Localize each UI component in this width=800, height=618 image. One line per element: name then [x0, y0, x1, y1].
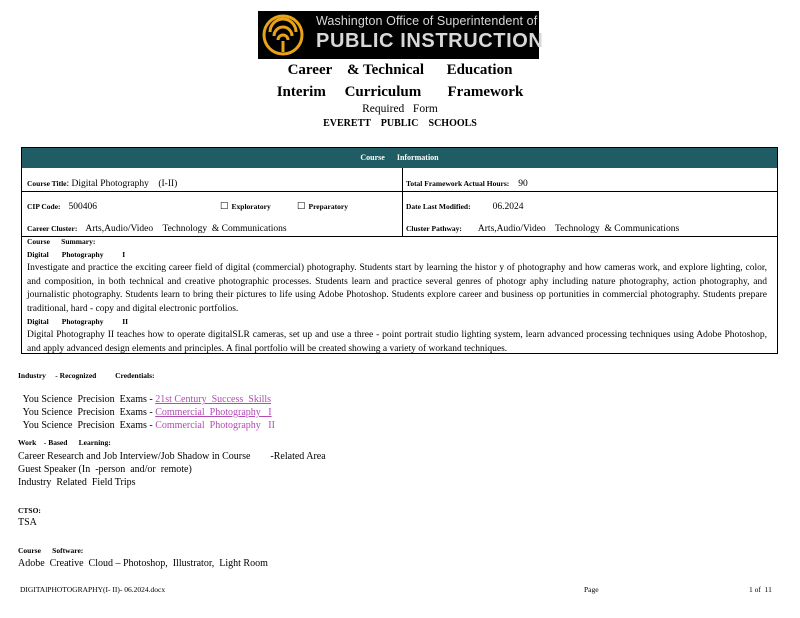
- logo-text-bottom: PUBLIC INSTRUCTION: [316, 30, 544, 52]
- credential-prefix: You Science Precision Exams -: [22, 394, 156, 405]
- date-value: 06.2024: [492, 202, 524, 212]
- cluster-pathway-value: Arts,Audio/Video Technology & Communications: [477, 224, 680, 234]
- course-title-value: : Digital Photography (I-II): [66, 179, 178, 189]
- date-label: Date Last Modified:: [406, 202, 471, 211]
- software-value: Adobe Creative Cloud – Photoshop, Illustrator, Light Room: [18, 558, 268, 569]
- course-title-row: [27, 173, 177, 191]
- title-line-2: Interim Curriculum Framework: [276, 84, 524, 100]
- cip-row: [27, 196, 97, 214]
- preparatory-option[interactable]: [297, 196, 348, 214]
- work-based-line-2: Guest Speaker (In -person and/or remote): [18, 464, 192, 475]
- summary-label: Course Summary:: [27, 237, 96, 246]
- work-based-line-1: Career Research and Job Interview/Job Shadow in Course -Related Area: [18, 451, 326, 462]
- exploratory-option[interactable]: [220, 196, 271, 214]
- preparatory-label: Preparatory: [308, 202, 348, 211]
- cip-value: 500406: [68, 202, 98, 212]
- career-cluster-label: Career Cluster:: [27, 224, 78, 233]
- ospi-emblem-icon: [262, 14, 304, 56]
- cluster-pathway-label: Cluster Pathway:: [406, 224, 462, 233]
- ospi-logo: [258, 11, 544, 59]
- work-based-line-3: Industry Related Field Trips: [18, 477, 136, 488]
- exploratory-checkbox-icon[interactable]: ☐: [220, 202, 229, 212]
- credentials-heading: Industry - Recognized Credentials:: [18, 371, 155, 380]
- career-cluster-value: Arts,Audio/Video Technology & Communications: [85, 224, 287, 234]
- credential-prefix: You Science Precision Exams -: [22, 407, 156, 418]
- career-cluster-row: [27, 218, 287, 236]
- district-name: EVERETT PUBLIC SCHOOLS: [323, 118, 477, 129]
- cluster-pathway-row: [406, 218, 679, 236]
- total-hours-value: 90: [518, 179, 528, 189]
- credential-link-21st-century[interactable]: 21st Century Success Skills: [155, 394, 272, 405]
- preparatory-checkbox-icon[interactable]: ☐: [297, 202, 306, 212]
- footer-page-label: Page: [584, 585, 599, 594]
- ctso-heading: CTSO:: [18, 506, 41, 515]
- credential-prefix: You Science Precision Exams -: [22, 420, 156, 431]
- title-line-1: Career & Technical Education: [287, 62, 513, 78]
- ctso-value: TSA: [18, 517, 37, 528]
- dp1-label: Digital Photography I: [27, 250, 126, 259]
- date-row: [406, 196, 523, 214]
- software-heading: Course Software:: [18, 546, 84, 555]
- exploratory-label: Exploratory: [231, 202, 271, 211]
- dp1-description: Investigate and practice the exciting career field of digital (commercial) photography. Students start by learning the histor y of photography and how cameras work, and explore lighting, color, and composition, in both technical and creative photographic processes. Students learn and practice several genres of photogr aphy including nature photography, action photography, and journalistic photography. Students learn to bring their pictures to life using Adobe Photoshop. Students explore career and business op portunities in commercial photography. Students prepare traditional, hard - copy and digital electronic portfolios.: [27, 263, 767, 314]
- footer-filename: DIGITAlPHOTOGRAPHY(I- II)- 06.2024.docx: [20, 585, 166, 594]
- cip-label: CIP Code:: [27, 202, 61, 211]
- credential-link-commercial-photo-2[interactable]: Commercial Photography II: [155, 420, 275, 431]
- footer-page-count: 1 of 11: [749, 585, 772, 594]
- total-hours-label: Total Framework Actual Hours:: [406, 179, 510, 188]
- work-based-heading: Work - Based Learning:: [18, 438, 111, 447]
- total-hours-row: [406, 173, 528, 191]
- dp2-description: Digital Photography II teaches how to operate digitalSLR cameras, set up and use a three - point portrait studio lighting system, learn advanced processing techniques using Adobe Photoshop, and apply advanced design elements and principles. A final portfolio will be created showing a variety of workand techniques.: [27, 330, 767, 354]
- course-title-label: Course Title: [27, 179, 67, 188]
- logo-text-top: Washington Office of Superintendent of: [316, 14, 538, 28]
- credential-item: [18, 409, 275, 431]
- subtitle: Required Form: [362, 103, 438, 115]
- course-info-heading: Course Information: [22, 148, 777, 168]
- dp2-label: Digital Photography II: [27, 317, 129, 326]
- credential-link-commercial-photo-1[interactable]: Commercial Photography I: [155, 407, 272, 418]
